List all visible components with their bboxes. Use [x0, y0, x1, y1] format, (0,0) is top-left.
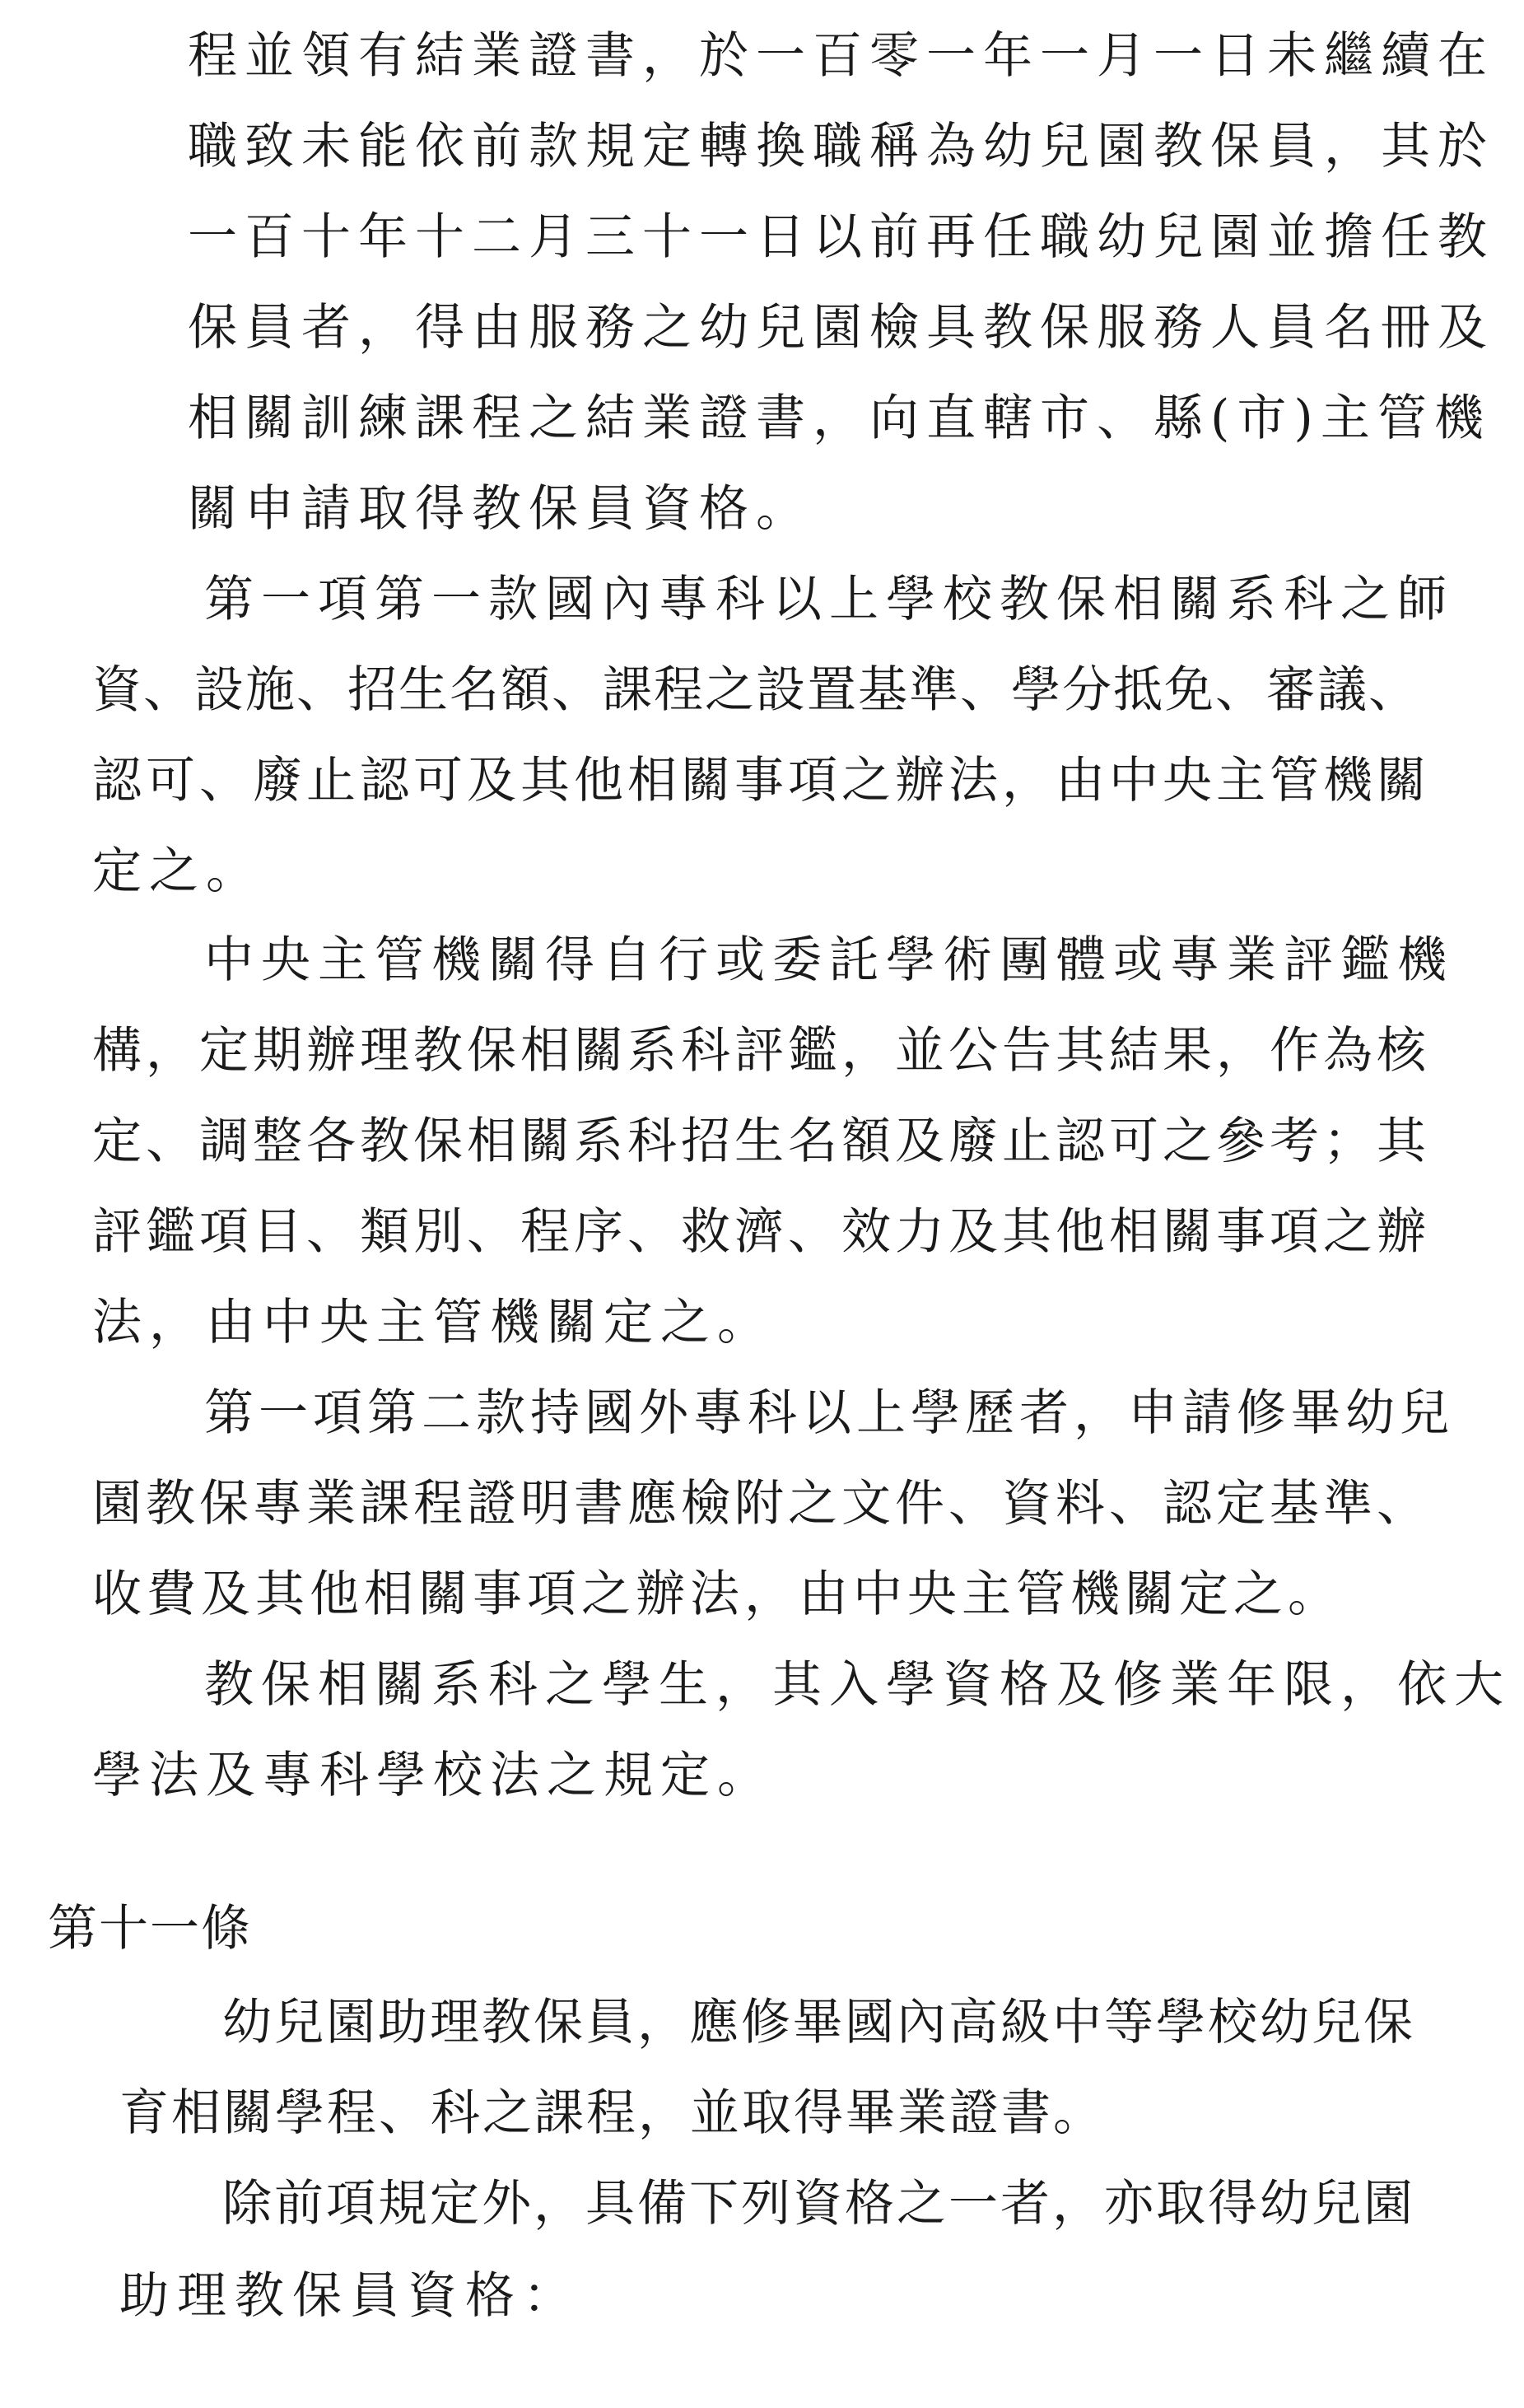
- text-line: 定、調整各教保相關系科招生名額及廢止認可之參考；其: [92, 1113, 1430, 1170]
- text-line: 中央主管機關得自行或委託學術團體或專業評鑑機: [204, 931, 1454, 989]
- text-line: 幼兒園助理教保員，應修畢國內高級中等學校幼兒保: [222, 1994, 1415, 2051]
- text-line: 職致未能依前款規定轉換職稱為幼兒園教保員，其於: [188, 118, 1494, 175]
- text-line: 育相關學程、科之課程，並取得畢業證書。: [119, 2084, 1105, 2142]
- text-line: 法，由中央主管機關定之。: [92, 1294, 774, 1351]
- text-line: 助理教保員資格：: [119, 2267, 580, 2325]
- text-line: 相關訓練課程之結業證書，向直轄市、縣(市)主管機: [188, 390, 1491, 447]
- article-heading: 第十一條: [48, 1900, 252, 1958]
- text-line: 第一項第一款國內專科以上學校教保相關系科之師: [204, 571, 1454, 628]
- text-line: 程並領有結業證書，於一百零一年一月一日未繼續在: [188, 27, 1494, 85]
- text-line: 教保相關系科之學生，其入學資格及修業年限，依大: [204, 1656, 1511, 1714]
- text-line: 園教保專業課程證明書應檢附之文件、資料、認定基準、: [92, 1475, 1430, 1533]
- text-line: 評鑑項目、類別、程序、救濟、效力及其他相關事項之辦: [92, 1203, 1430, 1261]
- text-line: 構，定期辦理教保相關系科評鑑，並公告其結果，作為核: [92, 1022, 1430, 1080]
- text-line: 資、設施、招生名額、課程之設置基準、學分抵免、審議、: [92, 661, 1419, 719]
- text-line: 保員者，得由服務之幼兒園檢具教保服務人員名冊及: [188, 299, 1494, 357]
- text-line: 認可、廢止認可及其他相關事項之辦法，由中央主管機關: [92, 752, 1430, 810]
- text-line: 除前項規定外，具備下列資格之一者，亦取得幼兒園: [222, 2175, 1415, 2233]
- text-line: 一百十年十二月三十一日以前再任職幼兒園並擔任教: [188, 208, 1494, 266]
- text-line: 第一項第二款持國外專科以上學歷者，申請修畢幼兒: [204, 1384, 1454, 1442]
- text-line: 收費及其他相關事項之辦法，由中央主管機關定之。: [92, 1566, 1342, 1623]
- text-line: 關申請取得教保員資格。: [188, 480, 813, 538]
- text-line: 定之。: [92, 842, 263, 900]
- text-line: 學法及專科學校法之規定。: [92, 1747, 774, 1804]
